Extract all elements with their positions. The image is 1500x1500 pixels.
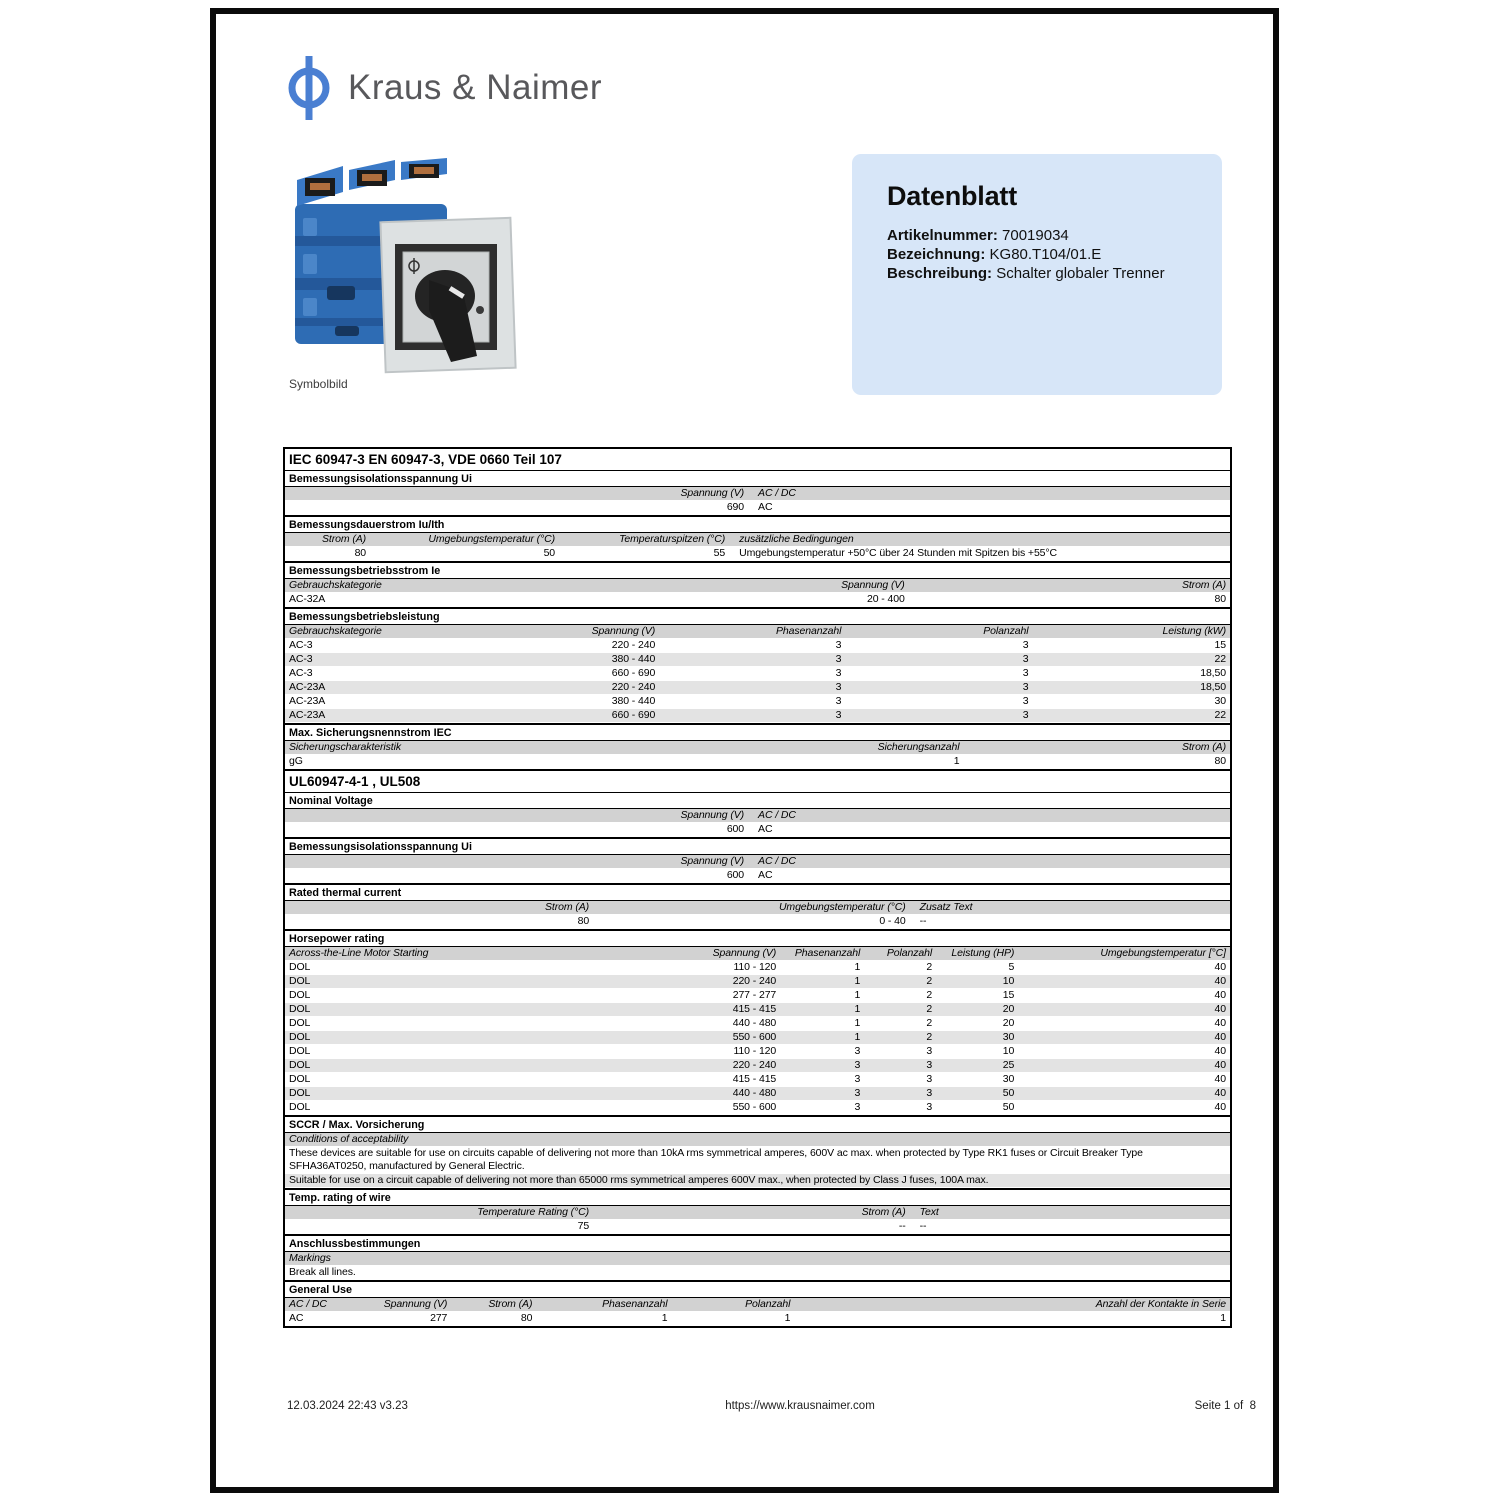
table-cell: Zusatz Text (919, 901, 973, 913)
table-cell: Leistung (kW) (1162, 625, 1226, 637)
table-row (285, 1073, 1230, 1087)
table-cell: 10 (1002, 1045, 1015, 1057)
table-cell: 3 (1022, 695, 1029, 707)
table-cell: 600 (726, 823, 745, 835)
table-cell: Markings (289, 1252, 331, 1264)
table-cell: -- (919, 1220, 927, 1232)
table-cell: AC-3 (289, 639, 313, 651)
table-cell: 440 - 480 (732, 1087, 777, 1099)
table-cell: 415 - 415 (732, 1003, 777, 1015)
table-cell: 2 (926, 975, 933, 987)
table-cell: 1 (854, 1017, 861, 1029)
info-field-artikelnummer (887, 226, 1194, 245)
table-row (285, 547, 1230, 561)
table-cell: DOL (289, 1017, 311, 1029)
table-cell: 40 (1214, 961, 1226, 973)
info-lines (887, 226, 1194, 283)
table-cell: DOL (289, 1087, 311, 1099)
table-cell: Phasenanzahl (776, 625, 842, 637)
table-cell: Strom (A) (1181, 579, 1226, 591)
table-cell: 3 (835, 667, 842, 679)
table-cell: Polanzahl (983, 625, 1029, 637)
table-cell: 20 - 400 (866, 593, 905, 605)
info-field-value: 70019034 (1002, 227, 1069, 244)
table-row (285, 1031, 1230, 1045)
table-cell: AC / DC (758, 809, 796, 821)
table-cell: Conditions of acceptability (289, 1133, 409, 1145)
table-cell: 3 (926, 1101, 933, 1113)
table-row (285, 975, 1230, 989)
table-cell: Spannung (V) (383, 1298, 448, 1310)
table-row (285, 1045, 1230, 1059)
table-cell: 40 (1214, 1031, 1226, 1043)
table-cell: 20 (1002, 1017, 1015, 1029)
section-title: Bemessungsbetriebsstrom Ie (285, 561, 1230, 579)
table-group-title: UL60947-4-1 , UL508 (285, 769, 1230, 793)
table-cell: 3 (854, 1059, 861, 1071)
table-row (285, 593, 1230, 607)
table-cell: 110 - 120 (733, 1045, 777, 1057)
table-head-row (285, 1133, 1230, 1147)
table-cell: 50 (543, 547, 556, 559)
table-row (285, 1003, 1230, 1017)
table-cell: 80 (354, 547, 367, 559)
table-cell: 50 (1002, 1087, 1015, 1099)
table-cell: Umgebungstemperatur (°C) (778, 901, 906, 913)
table-cell: DOL (289, 1101, 311, 1113)
table-head-row (285, 579, 1230, 593)
table-cell: AC-3 (289, 667, 313, 679)
table-cell: 3 (1022, 709, 1029, 721)
table-row (285, 639, 1230, 653)
section-title: Temp. rating of wire (285, 1188, 1230, 1206)
table-cell: DOL (289, 1031, 311, 1043)
table-head-row (285, 1206, 1230, 1220)
table-cell: 30 (1214, 695, 1226, 707)
table-cell: 30 (1002, 1073, 1015, 1085)
table-cell: 22 (1214, 653, 1226, 665)
table-cell: 220 - 240 (732, 975, 777, 987)
table-row (285, 1059, 1230, 1073)
table-row (285, 1101, 1230, 1115)
table-cell: 22 (1214, 709, 1226, 721)
section-title: Bemessungsisolationsspannung Ui (285, 837, 1230, 855)
table-cell: 25 (1002, 1059, 1015, 1071)
section-title: Bemessungsisolationsspannung Ui (285, 471, 1230, 487)
table-cell: 1 (1220, 1312, 1226, 1324)
table-cell: Gebrauchskategorie (289, 625, 382, 637)
terminal-blocks (297, 158, 447, 206)
table-head-row (285, 741, 1230, 755)
section-title: General Use (285, 1280, 1230, 1298)
table-cell: 3 (1022, 653, 1029, 665)
table-cell: Umgebungstemperatur [°C] (1100, 947, 1226, 959)
section-title: Bemessungsbetriebsleistung (285, 607, 1230, 625)
table-cell: 20 (1002, 1003, 1015, 1015)
table-cell: 550 - 600 (732, 1031, 777, 1043)
brand-name: Kraus & Naimer (348, 68, 603, 107)
table-cell: Suitable for use on a circuit capable of delivering not more than 65000 rms symmetrical amperes 600V max., when protected by Class J fuses, 100A max. (289, 1174, 989, 1186)
table-cell: 660 - 690 (611, 667, 656, 679)
table-cell: Leistung (HP) (951, 947, 1015, 959)
table-cell: 1 (854, 961, 861, 973)
table-row (285, 1087, 1230, 1101)
table-cell: AC-23A (289, 695, 326, 707)
table-cell: Spannung (V) (680, 809, 745, 821)
info-field-label: Beschreibung: (887, 265, 993, 282)
table-row (285, 1174, 1230, 1188)
table-cell: 3 (835, 653, 842, 665)
table-cell: -- (898, 1220, 906, 1232)
table-cell: 1 (784, 1312, 791, 1324)
table-cell: AC / DC (758, 487, 796, 499)
info-field-label: Artikelnummer: (887, 227, 998, 244)
table-cell: 40 (1214, 1101, 1226, 1113)
table-row (285, 869, 1230, 883)
phi-logo-icon (286, 55, 332, 121)
table-cell: 1 (854, 1003, 861, 1015)
table-cell: 1 (854, 975, 861, 987)
table-cell: 2 (926, 989, 933, 1001)
table-cell: 2 (926, 1031, 933, 1043)
table-cell: AC (289, 1312, 304, 1324)
table-cell: 40 (1214, 1087, 1226, 1099)
table-cell: 600 (726, 869, 745, 881)
section-title: Horsepower rating (285, 929, 1230, 947)
info-field-bezeichnung (887, 245, 1194, 264)
table-cell: Strom (A) (545, 901, 590, 913)
table-cell: 80 (1214, 593, 1226, 605)
table-cell: 440 - 480 (732, 1017, 777, 1029)
table-row (285, 1147, 1230, 1174)
table-cell: 220 - 240 (611, 639, 656, 651)
section-title: Nominal Voltage (285, 793, 1230, 809)
table-cell: 2 (926, 1017, 933, 1029)
table-row (285, 915, 1230, 929)
table-cell: 15 (1214, 639, 1226, 651)
table-cell: Gebrauchskategorie (289, 579, 382, 591)
table-row (285, 695, 1230, 709)
table-cell: 3 (854, 1101, 861, 1113)
table-cell: Polanzahl (745, 1298, 791, 1310)
table-cell: 40 (1214, 1017, 1226, 1029)
table-row (285, 989, 1230, 1003)
table-head-row (285, 1252, 1230, 1266)
section-title: Anschlussbestimmungen (285, 1234, 1230, 1252)
table-cell: Spannung (V) (591, 625, 656, 637)
table-cell: 3 (854, 1087, 861, 1099)
table-cell: These devices are suitable for use on circuits capable of delivering not more than 10kA rms symmetrical amperes, 600V ac max. when protected by Type RK1 fuses or Circuit Breaker Type SFHA36AT0250, manufactured by General Electric. (289, 1147, 1143, 1172)
table-cell: 110 - 120 (733, 961, 777, 973)
table-cell: Umgebungstemperatur (°C) (428, 533, 556, 545)
table-cell: 3 (854, 1045, 861, 1057)
table-cell: 2 (926, 1003, 933, 1015)
table-cell: 40 (1214, 975, 1226, 987)
info-field-value: Schalter globaler Trenner (996, 265, 1165, 282)
table-cell: AC-23A (289, 709, 326, 721)
table-cell: 80 (1214, 755, 1226, 767)
table-cell: 380 - 440 (611, 653, 656, 665)
table-cell: Break all lines. (289, 1266, 356, 1278)
table-cell: 10 (1002, 975, 1015, 987)
table-head-row (285, 855, 1230, 869)
section-title: Rated thermal current (285, 883, 1230, 901)
table-group-title: IEC 60947-3 EN 60947-3, VDE 0660 Teil 107 (285, 449, 1230, 471)
table-cell: -- (919, 915, 927, 927)
table-cell: Anzahl der Kontakte in Serie (1095, 1298, 1226, 1310)
table-cell: DOL (289, 1045, 311, 1057)
table-cell: 15 (1002, 989, 1015, 1001)
table-cell: 660 - 690 (611, 709, 656, 721)
table-cell: 3 (926, 1087, 933, 1099)
table-cell: Polanzahl (886, 947, 933, 959)
table-head-row (285, 901, 1230, 915)
table-cell: gG (289, 755, 303, 767)
table-cell: AC (758, 869, 773, 881)
table-cell: Umgebungstemperatur +50°C über 24 Stunden mit Spitzen bis +55°C (739, 547, 1058, 559)
table-cell: Phasenanzahl (794, 947, 861, 959)
table-cell: Phasenanzahl (602, 1298, 668, 1310)
table-cell: 3 (926, 1059, 933, 1071)
info-field-beschreibung (887, 264, 1194, 283)
table-row (285, 1266, 1230, 1280)
table-cell: AC (758, 823, 773, 835)
table-head-row (285, 947, 1230, 961)
table-row (285, 653, 1230, 667)
table-cell: 18,50 (1200, 681, 1226, 693)
table-cell: 277 (430, 1312, 448, 1324)
table-cell: 55 (713, 547, 726, 559)
table-cell: 3 (835, 695, 842, 707)
table-cell: 40 (1214, 1059, 1226, 1071)
table-head-row (285, 1298, 1230, 1312)
table-cell: Spannung (V) (680, 487, 745, 499)
table-row (285, 501, 1230, 515)
spec-table (283, 447, 1232, 1328)
table-cell: 50 (1002, 1101, 1015, 1113)
table-cell: 380 - 440 (611, 695, 656, 707)
table-row (285, 681, 1230, 695)
table-cell: Strom (A) (861, 1206, 906, 1218)
table-cell: 220 - 240 (732, 1059, 777, 1071)
table-row (285, 709, 1230, 723)
section-title: Max. Sicherungsnennstrom IEC (285, 723, 1230, 741)
brand-logo (286, 55, 602, 121)
table-cell: 3 (835, 709, 842, 721)
table-cell: Text (919, 1206, 939, 1218)
table-cell: Sicherungscharakteristik (289, 741, 401, 753)
table-cell: 550 - 600 (732, 1101, 777, 1113)
table-cell: AC-23A (289, 681, 326, 693)
table-row (285, 1017, 1230, 1031)
table-cell: Spannung (V) (841, 579, 905, 591)
table-cell: 80 (520, 1312, 533, 1324)
table-row (285, 667, 1230, 681)
table-cell: 80 (577, 915, 590, 927)
table-row (285, 961, 1230, 975)
table-cell: 690 (726, 501, 745, 513)
table-cell: AC / DC (758, 855, 796, 867)
footer-page-number: Seite 1 of 8 (1194, 1400, 1256, 1412)
table-cell: Strom (A) (488, 1298, 533, 1310)
table-cell: 3 (926, 1073, 933, 1085)
table-cell: 415 - 415 (732, 1073, 777, 1085)
table-cell: 2 (926, 961, 933, 973)
table-row (285, 1220, 1230, 1234)
table-cell: 40 (1214, 1045, 1226, 1057)
table-head-row (285, 625, 1230, 639)
table-cell: DOL (289, 1059, 311, 1071)
table-head-row (285, 533, 1230, 547)
table-cell: 3 (835, 681, 842, 693)
section-title: Bemessungsdauerstrom Iu/Ith (285, 515, 1230, 533)
table-cell: Across-the-Line Motor Starting (289, 947, 429, 959)
table-cell: DOL (289, 975, 311, 987)
table-cell: 18,50 (1200, 667, 1226, 679)
table-head-row (285, 487, 1230, 501)
table-cell: 3 (926, 1045, 933, 1057)
table-cell: 1 (661, 1312, 668, 1324)
table-cell: DOL (289, 1003, 311, 1015)
table-cell: Temperature Rating (°C) (477, 1206, 590, 1218)
table-cell: 1 (854, 1031, 861, 1043)
table-cell: 1 (854, 989, 861, 1001)
info-title: Datenblatt (887, 181, 1018, 211)
section-title: SCCR / Max. Vorsicherung (285, 1115, 1230, 1133)
table-cell: 3 (1022, 667, 1029, 679)
table-cell: 40 (1214, 989, 1226, 1001)
table-cell: 5 (1008, 961, 1015, 973)
table-cell: Spannung (V) (712, 947, 777, 959)
table-cell: AC-3 (289, 653, 313, 665)
symbolbild-caption: Symbolbild (289, 377, 348, 391)
table-cell: Strom (A) (322, 533, 367, 545)
table-cell: Spannung (V) (680, 855, 745, 867)
table-cell: AC (758, 501, 773, 513)
table-cell: Sicherungsanzahl (877, 741, 960, 753)
table-cell: 40 (1214, 1003, 1226, 1015)
table-row (285, 823, 1230, 837)
table-row (285, 1312, 1230, 1326)
table-cell: 3 (854, 1073, 861, 1085)
table-cell: 3 (1022, 681, 1029, 693)
table-cell: 3 (1022, 639, 1029, 651)
info-field-label: Bezeichnung: (887, 246, 986, 263)
footer-date-version: 12.03.2024 22:43 v3.23 (287, 1400, 408, 1412)
table-cell: 220 - 240 (611, 681, 656, 693)
product-image (283, 158, 533, 376)
table-cell: DOL (289, 1073, 311, 1085)
table-head-row (285, 809, 1230, 823)
table-cell: AC-32A (289, 593, 326, 605)
table-cell: 3 (835, 639, 842, 651)
table-cell: AC / DC (289, 1298, 327, 1310)
table-cell: 277 - 277 (732, 989, 777, 1001)
table-cell: 0 - 40 (879, 915, 906, 927)
table-cell: zusätzliche Bedingungen (739, 533, 854, 545)
table-cell: 1 (953, 755, 960, 767)
table-cell: DOL (289, 961, 311, 973)
table-cell: 40 (1214, 1073, 1226, 1085)
datasheet-info-box (852, 154, 1222, 395)
table-cell: 75 (577, 1220, 590, 1232)
footer-url: https://www.krausnaimer.com (725, 1400, 875, 1412)
table-cell: Strom (A) (1181, 741, 1226, 753)
table-row (285, 755, 1230, 769)
table-cell: Temperaturspitzen (°C) (619, 533, 726, 545)
table-cell: DOL (289, 989, 311, 1001)
info-field-value: KG80.T104/01.E (989, 246, 1102, 263)
table-cell: 30 (1002, 1031, 1015, 1043)
